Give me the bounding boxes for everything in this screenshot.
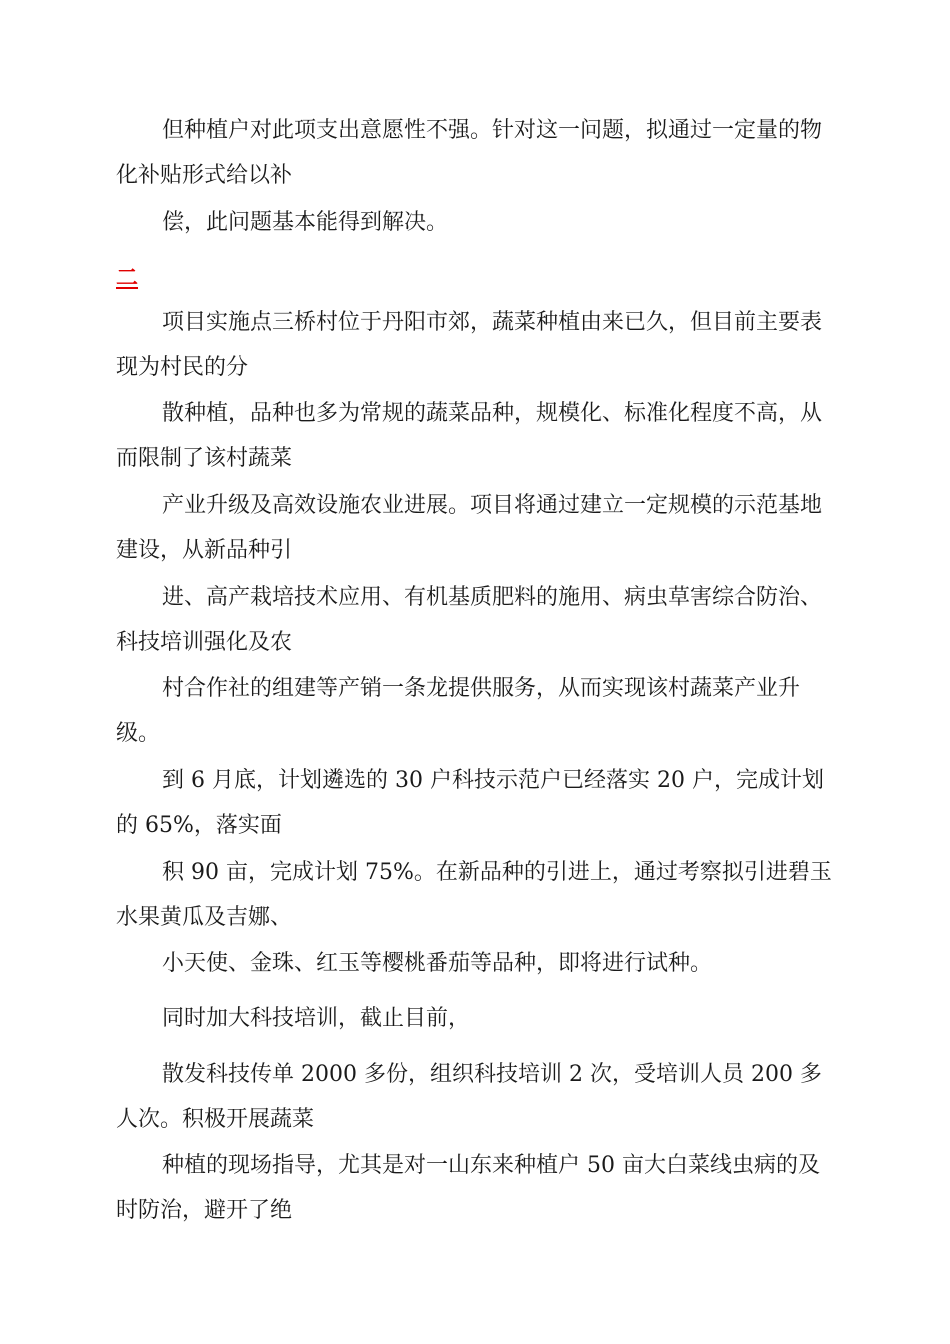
paragraph: 偿，此问题基本能得到解决。 [162,210,449,235]
paragraph: 种植的现场指导，尤其是对一山东来种植户 50 亩大白菜线虫病的及时防治，避开了绝 [116,1153,820,1223]
paragraph: 小天使、金珠、红玉等樱桃番茄等品种，即将进行试种。 [162,951,713,976]
paragraph: 产业升级及高效设施农业进展。项目将通过建立一定规模的示范基地建设，从新品种引 [116,493,823,563]
paragraph: 进、高产栽培技术应用、有机基质肥料的施用、病虫草害综合防治、科技培训强化及农 [116,585,823,655]
paragraph: 到 6 月底，计划遴选的 30 户科技示范户已经落实 20 户，完成计划的 65%，落实面 [116,768,824,838]
section-heading-marker: 二 [116,265,139,291]
paragraph: 但种植户对此项支出意愿性不强。针对这一问题，拟通过一定量的物化补贴形式给以补 [116,118,823,188]
paragraph: 散发科技传单 2000 多份，组织科技培训 2 次，受培训人员 200 多人次。积极开展蔬菜 [116,1062,822,1132]
paragraph: 项目实施点三桥村位于丹阳市郊，蔬菜种植由来已久，但目前主要表现为村民的分 [116,310,823,380]
paragraph: 积 90 亩，完成计划 75%。在新品种的引进上，通过考察拟引进碧玉水果黄瓜及吉娜、 [116,860,832,930]
paragraph: 同时加大科技培训，截止目前， [162,1006,471,1031]
paragraph: 散种植，品种也多为常规的蔬菜品种，规模化、标准化程度不高，从而限制了该村蔬菜 [116,401,823,471]
paragraph: 村合作社的组建等产销一条龙提供服务，从而实现该村蔬菜产业升级。 [116,676,801,746]
